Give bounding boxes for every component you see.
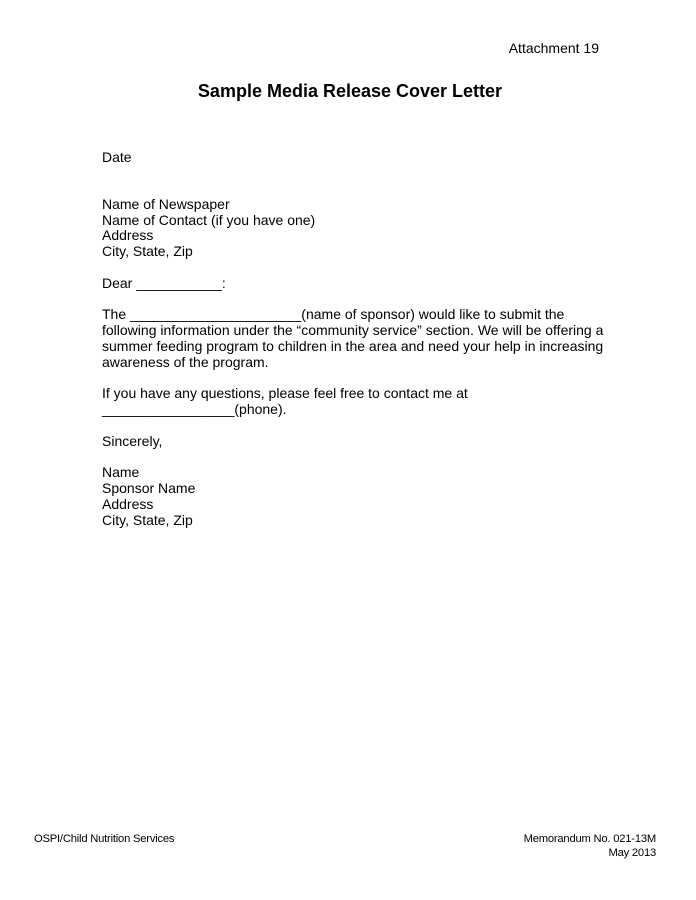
footer-memo-date: May 2013 xyxy=(608,846,656,859)
signature-sponsor-name: Sponsor Name xyxy=(102,480,196,497)
paragraph-sponsor: The ______________________(name of sponsor) would like to submit the following information under the “community service” section. We will be offering a summer feeding program to children in the area and need your help in increasing awareness of the program. xyxy=(102,306,604,370)
footer-organization: OSPI/Child Nutrition Services xyxy=(34,833,175,845)
page-title: Sample Media Release Cover Letter xyxy=(197,81,503,101)
attachment-label: Attachment 19 xyxy=(508,40,599,56)
footer-memo xyxy=(524,833,656,860)
date-line: Date xyxy=(102,149,132,165)
signature-name: Name xyxy=(102,464,140,481)
paragraph-contact-line1: If you have any questions, please feel free to contact me at xyxy=(102,385,468,402)
closing: Sincerely, xyxy=(102,432,163,449)
paragraph-contact-line2: _________________(phone). xyxy=(102,401,287,418)
signature-block xyxy=(102,465,612,528)
recipient-contact: Name of Contact (if you have one) xyxy=(102,211,316,228)
letter-body xyxy=(102,150,612,529)
recipient-city-state-zip: City, State, Zip xyxy=(102,243,193,260)
signature-address: Address xyxy=(102,495,154,512)
recipient-address: Address xyxy=(102,227,154,244)
signature-city-state-zip: City, State, Zip xyxy=(102,511,193,528)
salutation: Dear ___________: xyxy=(102,274,226,291)
footer-memo-number: Memorandum No. 021-13M xyxy=(523,833,656,845)
recipient-block xyxy=(102,197,612,260)
recipient-newspaper: Name of Newspaper xyxy=(102,195,230,212)
